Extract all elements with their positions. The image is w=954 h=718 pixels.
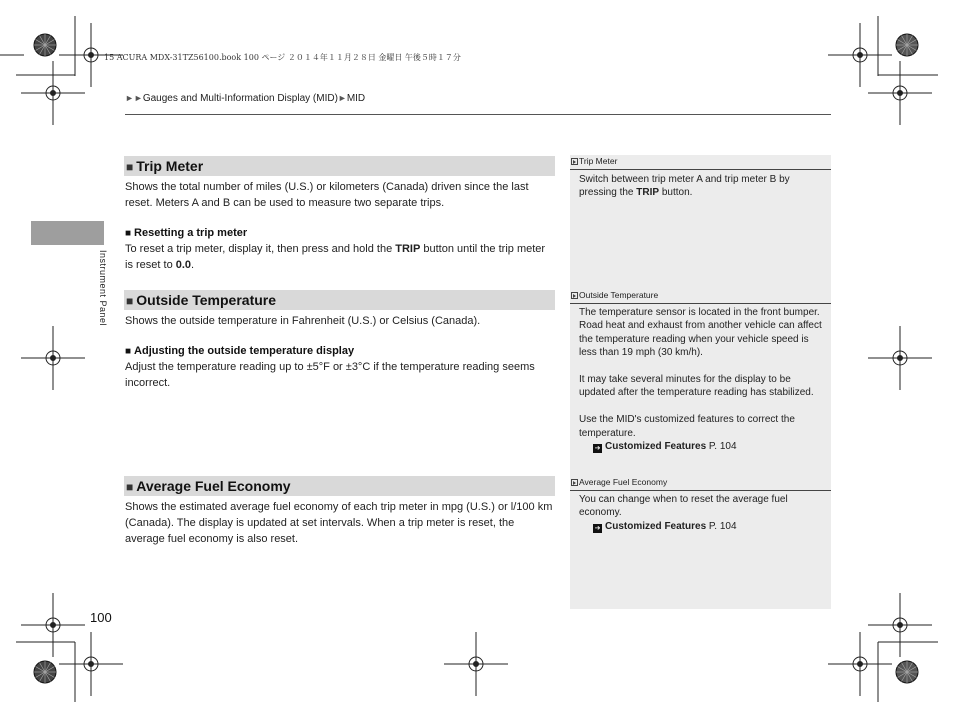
cross-reference-icon: ➔ bbox=[594, 524, 601, 532]
section-title: Average Fuel Economy bbox=[136, 478, 291, 494]
xref-page: P. 104 bbox=[706, 520, 737, 532]
chapter-tab bbox=[31, 221, 104, 245]
outside-temperature-body: Shows the outside temperature in Fahrenheit (U.S.) or Celsius (Canada). bbox=[125, 315, 481, 327]
note-title: Outside Temperature bbox=[579, 290, 659, 300]
registration-dot bbox=[51, 356, 56, 361]
note-icon bbox=[571, 158, 578, 165]
subhead-adjusting bbox=[125, 345, 354, 357]
square-bullet-icon: ■ bbox=[125, 228, 132, 239]
chapter-label: Instrument Panel bbox=[98, 250, 108, 327]
note-title: Average Fuel Economy bbox=[579, 477, 668, 487]
section-title: Trip Meter bbox=[136, 158, 204, 174]
xref-customized-features[interactable] bbox=[579, 440, 827, 453]
print-info: 15 ACURA MDX-31TZ56100.book 100 ページ ２０１４年１１月２８日 金曜日 午後５時１７分 bbox=[104, 53, 461, 62]
note-heading-average-fuel-economy bbox=[570, 476, 831, 491]
trip-meter-body: Shows the total number of miles (U.S.) or kilometers (Canada) driven since the last reset. Meters A and B can be used to measure two separate trips. bbox=[125, 181, 529, 209]
xref-label: Customized Features bbox=[605, 520, 707, 532]
subhead-text: Adjusting the outside temperature display bbox=[134, 345, 355, 357]
subhead-resetting bbox=[125, 227, 247, 239]
cross-reference-icon: ➔ bbox=[594, 445, 601, 453]
registration-dot bbox=[858, 662, 863, 667]
resetting-body bbox=[125, 241, 553, 273]
registration-dot bbox=[474, 662, 479, 667]
section-heading-outside-temperature bbox=[124, 290, 555, 310]
section-heading-average-fuel-economy bbox=[124, 476, 555, 496]
note-paragraph: Road heat and exhaust from another vehicle can affect the temperature reading when your vehicle speed is less than 19 mph (30 km/h). bbox=[579, 320, 822, 359]
xref-page: P. 104 bbox=[706, 441, 737, 453]
fuel-economy-body: Shows the estimated average fuel economy of each trip meter in mpg (U.S.) or l/100 km (Canada). The display is updated at set intervals. When a trip meter is reset, the average fuel economy is also reset. bbox=[125, 501, 553, 545]
registration-dot bbox=[51, 623, 56, 628]
square-bullet-icon: ■ bbox=[126, 480, 134, 494]
xref-customized-features[interactable] bbox=[579, 520, 827, 533]
breadcrumb bbox=[125, 93, 365, 104]
note-body-average-fuel-economy bbox=[579, 493, 827, 533]
note-heading-trip-meter bbox=[570, 155, 831, 170]
square-bullet-icon: ■ bbox=[125, 346, 132, 357]
square-bullet-icon: ■ bbox=[126, 160, 134, 174]
adjusting-body: Adjust the temperature reading up to ±5°F or ±3°C if the temperature reading seems incorrect. bbox=[125, 361, 535, 389]
subhead-text: Resetting a trip meter bbox=[134, 227, 248, 239]
registration-dot bbox=[858, 53, 863, 58]
registration-dot bbox=[898, 356, 903, 361]
reset-value: 0.0 bbox=[175, 259, 192, 271]
note-paragraph: Use the MID's customized features to correct the temperature. bbox=[579, 414, 795, 439]
text: Switch between trip meter A and trip meter B by pressing the bbox=[579, 174, 790, 199]
note-body-trip-meter bbox=[579, 173, 827, 200]
note-body-outside-temperature bbox=[579, 306, 827, 453]
note-icon bbox=[571, 292, 578, 299]
text: button until the trip meter is reset to bbox=[125, 243, 546, 271]
page-number: 100 bbox=[90, 610, 112, 625]
text: To reset a trip meter, display it, then press and hold the bbox=[125, 243, 396, 255]
note-paragraph: It may take several minutes for the display to be updated after the temperature reading has stabilized. bbox=[579, 374, 814, 399]
trip-button-label: TRIP bbox=[636, 187, 660, 199]
header-rule bbox=[125, 114, 831, 115]
text: button. bbox=[659, 187, 693, 199]
breadcrumb-part-1[interactable]: Gauges and Multi-Information Display (MID) bbox=[142, 93, 338, 104]
breadcrumb-part-2[interactable]: MID bbox=[346, 93, 366, 104]
arrow-icon: ► bbox=[337, 93, 347, 103]
text: . bbox=[191, 259, 195, 271]
trip-button-label: TRIP bbox=[395, 243, 421, 255]
registration-dot bbox=[89, 53, 94, 58]
registration-dot bbox=[898, 623, 903, 628]
section-title: Outside Temperature bbox=[136, 292, 277, 308]
note-title: Trip Meter bbox=[579, 156, 618, 166]
square-bullet-icon: ■ bbox=[126, 294, 134, 308]
registration-dot bbox=[51, 91, 56, 96]
registration-dot bbox=[89, 662, 94, 667]
xref-label: Customized Features bbox=[605, 441, 707, 453]
note-heading-outside-temperature bbox=[570, 289, 831, 304]
note-icon bbox=[571, 479, 578, 486]
section-heading-trip-meter bbox=[124, 156, 555, 176]
note-paragraph: The temperature sensor is located in the front bumper. bbox=[579, 307, 820, 318]
double-arrow-icon: ►► bbox=[125, 93, 143, 103]
registration-dot bbox=[898, 91, 903, 96]
note-paragraph: You can change when to reset the average fuel economy. bbox=[579, 494, 788, 519]
